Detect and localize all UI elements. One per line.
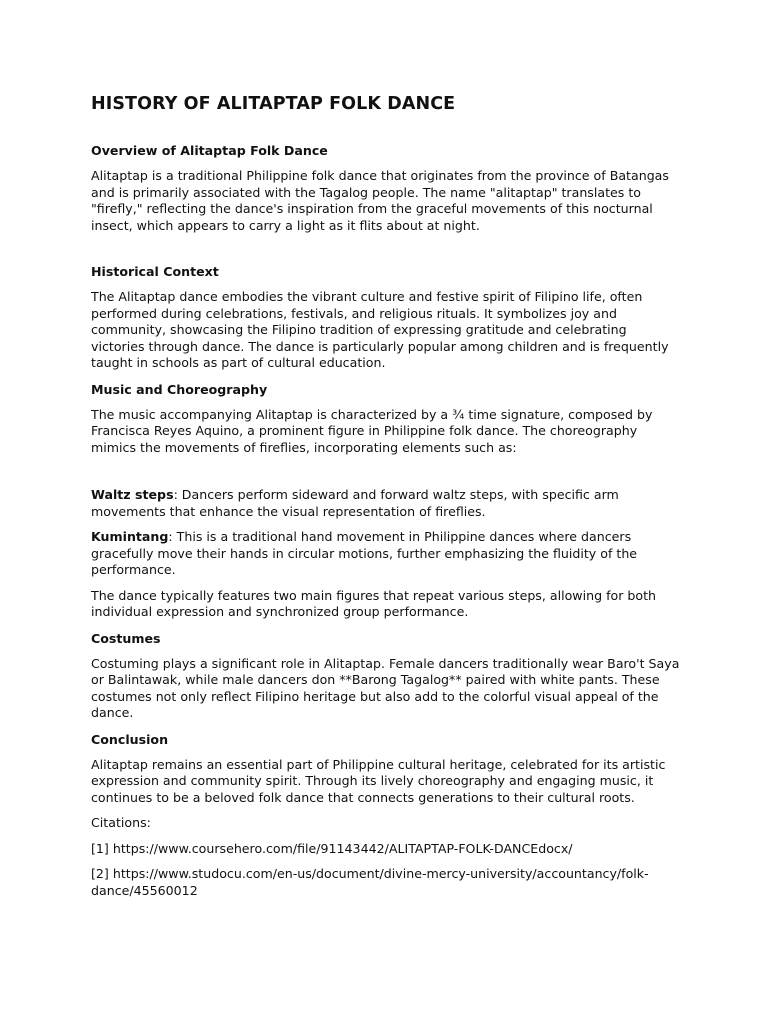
choreography-item-text: : Dancers perform sideward and forward waltz steps, with specific arm movements that enhance the visual representation of fireflies. — [91, 487, 619, 519]
music-choreography-heading: Music and Choreography — [91, 381, 268, 397]
document-page — [91, 92, 681, 908]
choreography-item-term: Kumintang — [91, 529, 169, 544]
historical-context-paragraph: The Alitaptap dance embodies the vibrant culture and festive spirit of Filipino life, often performed during celebrations, festivals, and religious rituals. It symbolizes joy and community, showcasing the Filipino tradition of expressing gratitude and celebrating victories through dance. The dance is particularly popular among children and is frequently taught in schools as part of cultural education. — [91, 289, 669, 370]
citation-item: [2] https://www.studocu.com/en-us/document/divine-mercy-university/accountancy/folk-dance/45560012 — [91, 866, 649, 898]
choreography-item-term: Waltz steps — [91, 487, 174, 502]
document-title: HISTORY OF ALITAPTAP FOLK DANCE — [91, 94, 456, 114]
music-choreography-paragraph: The music accompanying Alitaptap is characterized by a ¾ time signature, composed by Francisca Reyes Aquino, a prominent figure in Philippine folk dance. The choreography mimics the movements of fireflies, incorporating elements such as: — [91, 406, 653, 455]
conclusion-heading: Conclusion — [91, 731, 169, 747]
costumes-paragraph: Costuming plays a significant role in Alitaptap. Female dancers traditionally wear Baro't Saya or Balintawak, while male dancers don **Barong Tagalog** paired with white pants. These costumes not only reflect Filipino heritage but also add to the colorful visual appeal of the dance. — [91, 655, 680, 720]
choreography-closing-paragraph: The dance typically features two main figures that repeat various steps, allowing for both individual expression and synchronized group performance. — [91, 587, 657, 619]
overview-paragraph: Alitaptap is a traditional Philippine folk dance that originates from the province of Batangas and is primarily associated with the Tagalog people. The name "alitaptap" translates to "firefly," reflecting the dance's inspiration from the graceful movements of this nocturnal insect, which appears to carry a light as it flits about at night. — [91, 168, 669, 233]
choreography-item-waltz — [91, 487, 681, 520]
choreography-item-text: : This is a traditional hand movement in Philippine dances where dancers gracefully move their hands in circular motions, further emphasizing the fluidity of the performance. — [91, 529, 638, 577]
citation-item: [1] https://www.coursehero.com/file/91143442/ALITAPTAP-FOLK-DANCEdocx/ — [91, 840, 573, 856]
conclusion-paragraph: Alitaptap remains an essential part of Philippine cultural heritage, celebrated for its artistic expression and community spirit. Through its lively choreography and engaging music, it continues to be a beloved folk dance that connects generations to their cultural roots. — [91, 756, 666, 805]
historical-context-heading: Historical Context — [91, 264, 219, 279]
costumes-heading: Costumes — [91, 630, 161, 646]
overview-heading: Overview of Alitaptap Folk Dance — [91, 143, 328, 158]
choreography-item-kumintang — [91, 529, 681, 579]
citations-label: Citations: — [91, 815, 151, 830]
